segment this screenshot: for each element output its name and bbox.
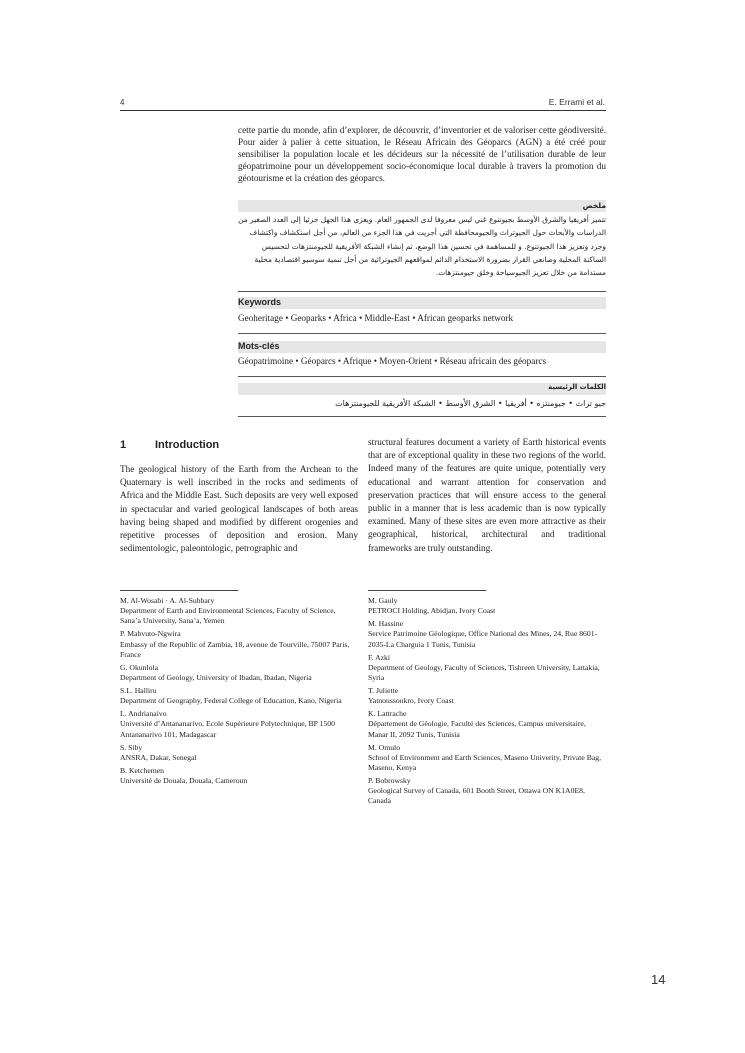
mots-cles-heading: Mots-clés [238, 341, 280, 351]
arabic-keywords-heading: الكلمات الرئيسية [548, 383, 606, 391]
keywords-band [238, 297, 606, 309]
mots-cles-list: Géopatrimoine • Géoparcs • Afrique • Moyen-Orient • Réseau africain des géoparcs [238, 356, 547, 366]
affiliation-address: Department of Geology, University of Ibadan, Ibadan, Nigeria [120, 673, 312, 683]
affiliation-entry [120, 596, 358, 627]
affiliation-entry [120, 743, 358, 763]
affiliation-author: P. Bobrowsky [368, 776, 411, 786]
affiliation-author: T. Juliette [368, 686, 399, 696]
affiliation-address: Yamoussoukro, Ivory Coast [368, 696, 454, 706]
affiliation-author: M. Gauly [368, 596, 398, 605]
keywords-list: Geoheritage • Geoparks • Africa • Middle-East • African geoparks network [238, 313, 514, 323]
affiliation-address: Embassy of the Republic of Zambia, 18, avenue de Tourville, 75007 Paris, France [120, 639, 350, 659]
arabic-abstract-text: تتميز أفريقيا والشرق الأوسط بجيوتنوع غني ليس معروفا لدى الجمهور العام. ويعزى هذا الجهل جزئيا إلى العدد الصغير من الدراسات والأبحاث حول الجيوتراث والجيومحافظة التي أجريت في هذا الجزء من العالم، من أجل استكشاف واكتشاف وجرد وتعزيز هذا الجيوتنوع. و للمساهمة في تحسين هذا الوضع، تم إنشاء الشبكة الأفريقية للجيومنتزهات لتحسيس الساكنة المحلية وصانعي القرار بضرورة الاستخدام الدائم لمواقعهم الجيوتراثية من أجل تنمية سوسيو اقتصادية محلية مستدامة من خلال تعزيز الجيوسياحة وخلق جيومنتزهات. [238, 215, 606, 278]
affiliation-address: Department of Geology, Faculty of Sciences, Tishreen University, Lattakia, Syria [368, 662, 600, 683]
affiliation-author: S. Siby [120, 742, 143, 752]
arabic-keywords-rule [238, 416, 606, 417]
header-rule [120, 110, 606, 111]
arabic-abstract-rule [238, 291, 606, 292]
affiliation-address: PETROCI Holding, Abidjan, Ivory Coast [368, 606, 496, 616]
affiliation-author: L. Andrianaivo [120, 709, 167, 719]
affiliation-entry [120, 686, 358, 706]
affiliation-author: M. Al-Wosabi · A. Al-Subbary [120, 596, 215, 605]
section-title: Introduction [155, 439, 220, 451]
affiliation-entry [368, 619, 606, 650]
affiliation-address: Geological Survey of Canada, 601 Booth Street, Ottawa ON K1A0E8, Canada [368, 786, 585, 806]
footnote-rule-left [120, 590, 238, 591]
affiliation-entry [368, 743, 606, 774]
affiliation-author: P. Mabvuto-Ngwira [120, 629, 181, 639]
running-header-authors: E. Errami et al. [548, 97, 605, 107]
affiliation-entry [368, 653, 606, 684]
footer-page-number: 14 [651, 972, 666, 987]
affiliations-left [120, 596, 358, 789]
footnote-rule-right [368, 590, 486, 591]
intro-paragraph-left: The geological history of the Earth from the Archean to the Quaternary is well inscribed in the rocks and sediments of Africa and the Middle East. Such deposits are very well exposed in spectacular and varied geological landscapes of both areas having being shaped and modified by different orogenies and repetitive processes of deposition and erosion. Many sedimentologic, paleontologic, petrographic and [120, 464, 358, 554]
mots-cles-band [238, 341, 606, 353]
affiliation-entry [120, 663, 358, 683]
affiliation-entry [120, 709, 358, 740]
affiliation-author: M. Hassine [368, 619, 404, 629]
affiliation-entry [368, 596, 606, 616]
affiliation-address: ANSRA, Dakar, Senegal [120, 752, 197, 762]
affiliation-author: G. Okunlola [120, 662, 159, 672]
arabic-abstract-heading: ملخص [582, 201, 606, 210]
affiliation-address: School of Environment and Earth Sciences, Maseno Univerity, Private Bag, Maseno, Kenya [368, 752, 602, 773]
affiliation-entry [120, 766, 358, 786]
mots-cles-rule [238, 376, 606, 377]
affiliation-address: Université de Douala, Douala, Cameroun [120, 776, 248, 786]
keywords-heading: Keywords [238, 297, 282, 307]
affiliation-address: Department of Geography, Federal College of Education, Kano, Nigeria [120, 696, 342, 706]
running-page-number: 4 [120, 98, 125, 107]
affiliation-address: Department of Earth and Environmental Sciences, Faculty of Science, Sana’a University, Sana’a, Yemen [120, 606, 336, 626]
section-number: 1 [120, 439, 127, 451]
affiliation-address: Département de Géologie, Faculté des Sciences, Campus universitaire, Manar II, 2092 Tunis, Tunisia [368, 719, 586, 739]
affiliation-entry [368, 776, 606, 807]
affiliation-entry [368, 709, 606, 740]
affiliation-author: F. Azki [368, 652, 391, 662]
affiliation-address: Service Patrimoine Géologique, Office National des Mines, 24, Rue 8601-2035-La Charguia 1 Tunis, Tunisia [368, 629, 598, 649]
affiliation-author: B. Ketchemen [120, 765, 164, 775]
arabic-keywords-list: جيو تراث • جيومنتزه • أفريقيا • الشرق الأوسط • الشبكة الأفريقية للجيومنتزهات [335, 399, 606, 408]
affiliation-entry [368, 686, 606, 706]
affiliation-author: M. Omulo [368, 742, 401, 752]
affiliation-entry [120, 629, 358, 660]
affiliations-right [368, 596, 606, 809]
affiliation-author: S.L. Halliru [120, 686, 157, 696]
french-abstract-continuation: cette partie du monde, afin d’explorer, de découvrir, d’inventorier et de valoriser cette géodiversité. Pour aider à palier à cette situation, le Réseau Africain des Géoparcs (AGN) a été créé pour sensibiliser la population locale et les décideurs sur la nécessité de l’utilisation durable de leur géopatrimoine pour un développement socio-économique local durable à travers la promotion du géotourisme et la création des géoparcs. [238, 125, 606, 183]
intro-paragraph-right: structural features document a variety of Earth historical events that are of exceptional quality in these two regions of the world. Indeed many of the features are quite unique, potentially very educational and warrant attention for conservation and preservation practices that will ensure access to the general public in a manner that is less academic than is now typically examined. Many of these sites are even more attractive as their geographical, historical, architectural and traditional frameworks are truly outstanding. [368, 437, 606, 553]
affiliation-address: Université d’Antananarivo, Ecole Supérieure Polytechnique, BP 1500 Antananarivo 101, Madagascar [120, 719, 335, 739]
keywords-rule [238, 333, 606, 334]
affiliation-author: K. Lattrache [368, 709, 407, 719]
